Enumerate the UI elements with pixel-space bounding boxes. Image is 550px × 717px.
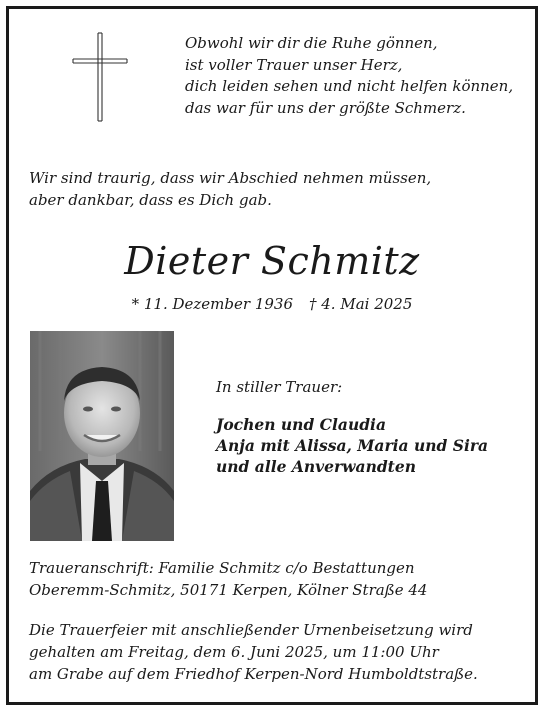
funeral-line: Die Trauerfeier mit anschließender Urnenbeisetzung wird: [29, 621, 473, 639]
portrait-photo: [30, 331, 174, 541]
mourner-line: Anja mit Alissa, Maria und Sira: [216, 436, 489, 455]
mourner-line: Jochen und Claudia: [216, 415, 386, 434]
mourning-address: [29, 557, 427, 601]
intro-text: [29, 167, 431, 211]
funeral-line: am Grabe auf dem Friedhof Kerpen-Nord Humboldtstraße.: [29, 665, 478, 683]
birth-date: * 11. Dezember 1936: [131, 295, 293, 313]
mourner-line: und alle Anverwandten: [216, 457, 416, 476]
poem: [185, 33, 513, 119]
funeral-details: [29, 619, 478, 685]
obituary-notice: [6, 6, 538, 705]
life-dates: [9, 294, 535, 314]
intro-line: Wir sind traurig, dass wir Abschied nehmen müssen,: [29, 169, 432, 187]
poem-line: dich leiden sehen und nicht helfen können,: [185, 77, 514, 95]
funeral-line: gehalten am Freitag, dem 6. Juni 2025, um 11:00 Uhr: [29, 643, 439, 661]
address-line: Traueranschrift: Familie Schmitz c/o Bestattungen: [29, 559, 415, 577]
poem-line: Obwohl wir dir die Ruhe gönnen,: [185, 34, 438, 52]
poem-line: ist voller Trauer unser Herz,: [185, 55, 403, 74]
poem-line: das war für uns der größte Schmerz.: [185, 98, 466, 117]
mourners-list: [216, 414, 488, 477]
address-line: Oberemm-Schmitz, 50171 Kerpen, Kölner Straße 44: [29, 581, 428, 599]
mourning-intro: In stiller Trauer:: [216, 378, 343, 396]
cross-icon: [71, 31, 129, 123]
deceased-name: Dieter Schmitz: [124, 239, 420, 283]
death-date: † 4. Mai 2025: [309, 295, 413, 313]
intro-line: aber dankbar, dass es Dich gab.: [29, 191, 272, 209]
